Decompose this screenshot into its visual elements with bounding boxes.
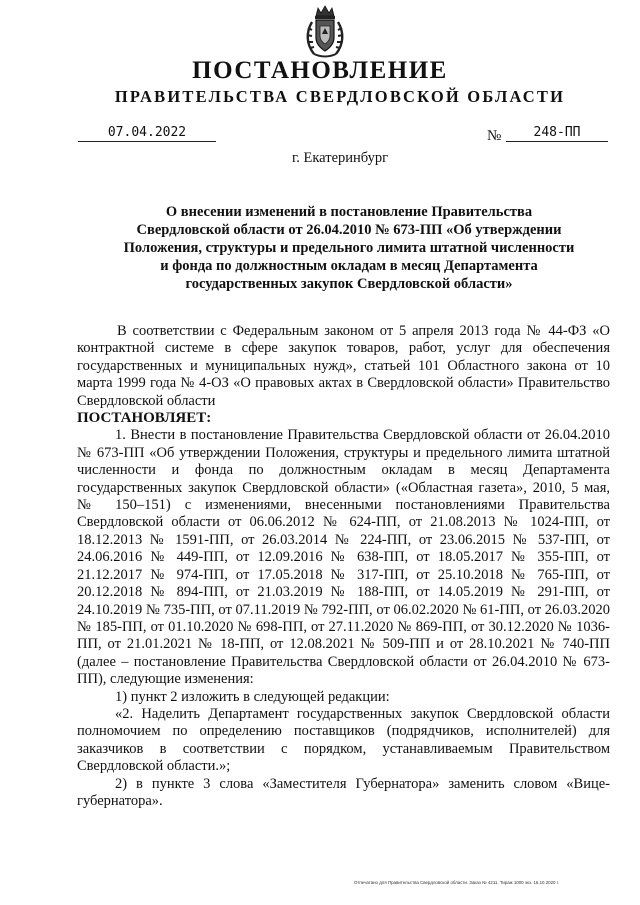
document-date: 07.04.2022 — [78, 124, 216, 142]
document-number: 248-ПП — [506, 124, 608, 142]
issuer-heading: ПРАВИТЕЛЬСТВА СВЕРДЛОВСКОЙ ОБЛАСТИ — [114, 87, 566, 106]
sub-item-1: 1) пункт 2 изложить в следующей редакции: — [115, 688, 390, 705]
city-line: г. Екатеринбург — [291, 150, 389, 166]
document-body — [77, 323, 610, 810]
document-title: О внесении изменений в постановление Правительства Свердловской области от 26.04.2010 № 673-ПП «Об утверждении Положения, структуры и предельного лимита штатной численности и фонда по должностным окладам в месяц Департамента государственных закупок Свердловской области» — [123, 204, 575, 292]
quoted-amendment: «2. Наделить Департамент государственных закупок Свердловской области полномочием по определению поставщиков (подрядчиков, исполнителей) для заказчиков в соответствии с порядком, устанавливаемым Правительством Свердловской области.»; — [77, 705, 610, 775]
print-footer: Отпечатано для Правительства Свердловской области. Заказ № 4211. Тираж 1000 экз. 16.10.2020 г. — [354, 880, 559, 885]
resolves-heading: ПОСТАНОВЛЯЕТ: — [77, 410, 212, 427]
number-sign: № — [487, 128, 502, 144]
preamble-paragraph: В соответствии с Федеральным законом от 5 апреля 2013 года № 44-ФЗ «О контрактной системе в сфере закупок товаров, работ, услуг для обеспечения государственных и муниципальных нужд», статьей 101 Областного закона от 10 марта 1999 года № 4-ОЗ «О правовых актах в Свердловской области» Правительство Свердловской области — [77, 323, 610, 409]
item-1-paragraph: 1. Внести в постановление Правительства Свердловской области от 26.04.2010 № 673-ПП «Об утверждении Положения, структуры и предельного лимита штатной численности и фонда по должностным окладам в месяц Департамента государственных закупок Свердловской области» («Областная газета», 2010, 5 мая, № 150–151) с изменениями, внесенными постановлениями Правительства Свердловской области от 06.06.2012 № 624-ПП, от 21.08.2013 № 1024-ПП, от 18.12.2013 № 1591-ПП, от 26.03.2014 № 224-ПП, от 23.06.2015 № 537-ПП, от 24.06.2016 № 449-ПП, от 12.09.2016 № 638-ПП, от 18.05.2017 № 355-ПП, от 21.12.2017 № 974-ПП, от 17.05.2018 № 317-ПП, от 25.10.2018 № 765-ПП, от 20.12.2018 № 894-ПП, от 21.03.2019 № 188-ПП, от 14.05.2019 № 291-ПП, от 24.10.2019 № 735-ПП, от 07.11.2019 № 792-ПП, от 06.02.2020 № 61-ПП, от 26.03.2020 № 185-ПП, от 01.10.2020 № 698-ПП, от 27.11.2020 № 869-ПП, от 30.12.2020 № 1036-ПП, от 21.01.2021 № 18-ПП, от 12.08.2021 № 509-ПП и от 28.10.2021 № 740-ПП (далее – постановление Правительства Свердловской области от 26.04.2010 № 673-ПП), следующие изменения: — [77, 427, 610, 688]
coat-of-arms-icon — [302, 4, 348, 58]
document-type-heading: ПОСТАНОВЛЕНИЕ — [192, 57, 448, 84]
sub-item-2: 2) в пункте 3 слова «Заместителя Губернатора» заменить словом «Вице-губернатора». — [77, 775, 610, 809]
